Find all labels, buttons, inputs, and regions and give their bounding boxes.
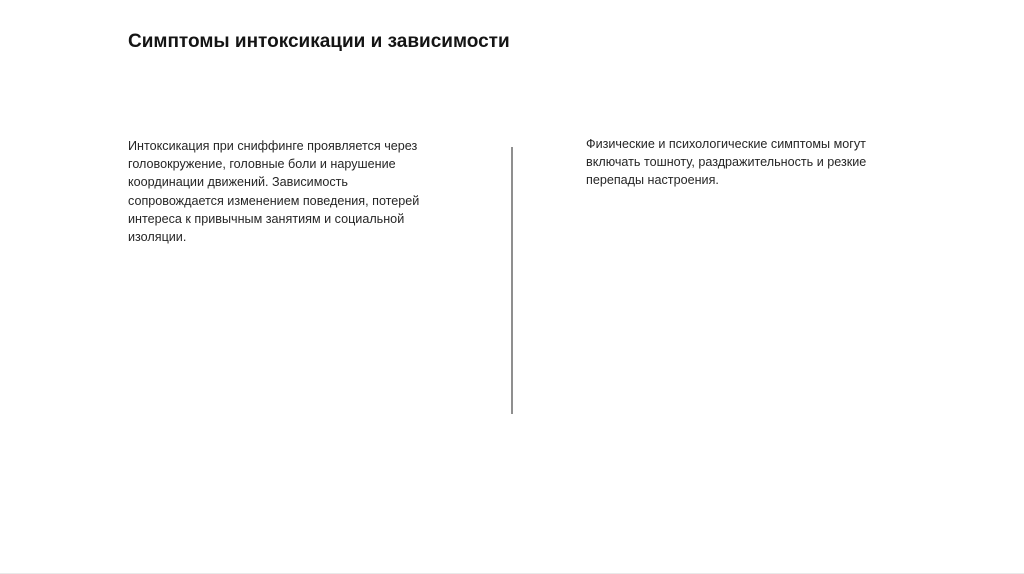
column-divider: [511, 147, 513, 414]
right-column-line: перепады настроения.: [586, 173, 719, 188]
left-column-line: сопровождается изменением поведения, потерей: [128, 193, 420, 208]
left-column-line: головокружение, головные боли и нарушение: [128, 157, 396, 172]
left-column-text: [128, 137, 478, 246]
left-column-line: Интоксикация при сниффинге проявляется через: [128, 139, 418, 153]
right-column-line: Физические и психологические симптомы могут: [586, 137, 866, 151]
slide-title: Симптомы интоксикации и зависимости: [128, 31, 510, 52]
right-column-text: [586, 135, 936, 190]
right-column-line: включать тошноту, раздражительность и резкие: [586, 155, 867, 170]
left-column-line: интереса к привычным занятиям и социальной: [128, 211, 405, 226]
left-column-line: координации движений. Зависимость: [128, 175, 348, 190]
left-column-line: изоляции.: [128, 230, 187, 245]
